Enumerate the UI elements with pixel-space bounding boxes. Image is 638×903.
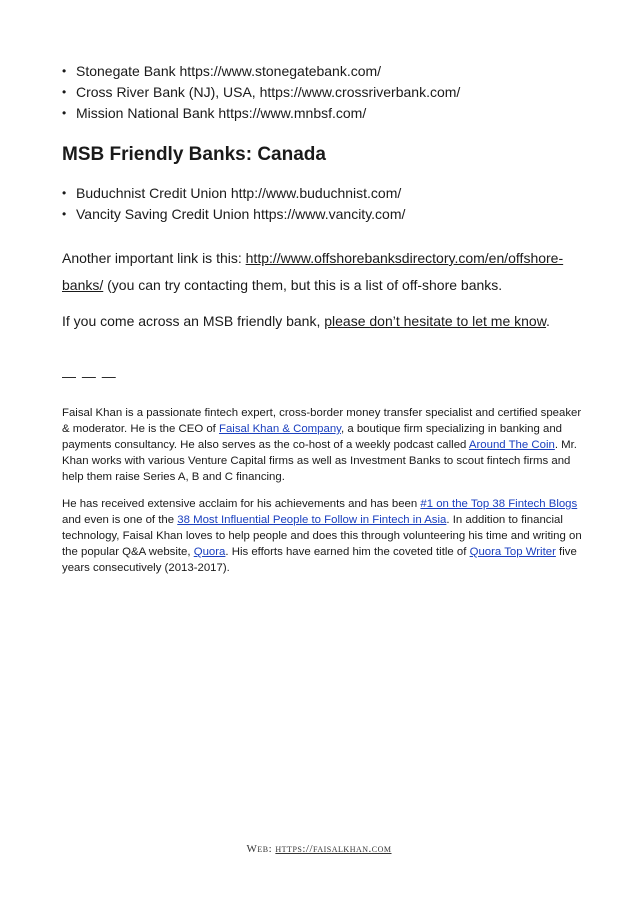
list-item: • Stonegate Bank https://www.stonegatebank.com/: [62, 61, 460, 82]
bio-text: Faisal Khan is a passionate fintech expert, cross-border money transfer specialist and certified speaker & moderator. He is the CEO of: [62, 407, 582, 435]
page-footer: [0, 843, 638, 855]
usa-bank-list: [62, 61, 460, 124]
influential-people-link[interactable]: 38 Most Influential People to Follow in Fintech in Asia: [177, 514, 447, 526]
separator: — — —: [62, 368, 117, 384]
bio-text: . Mr. Khan works with various Venture Capital firms as well as Investment Banks to scout fintech firms and help them raise Series A, B and C financing.: [62, 439, 577, 483]
quora-link[interactable]: Quora: [193, 546, 226, 558]
paragraph-text: (you can try contacting them, but this is a list of off-shore banks.: [103, 277, 503, 293]
paragraph-text: .: [546, 313, 550, 329]
paragraph-text: If you come across an MSB friendly bank,: [62, 313, 325, 329]
top-fintech-blogs-link[interactable]: #1 on the Top 38 Fintech Blogs: [420, 498, 578, 510]
quora-top-writer-link[interactable]: Quora Top Writer: [469, 546, 556, 558]
bio-text: . His efforts have earned him the coveted title of: [225, 546, 470, 558]
bio-text: five years consecutively (2013-2017).: [62, 546, 577, 574]
around-the-coin-link[interactable]: Around The Coin: [468, 439, 555, 451]
list-item: • Mission National Bank https://www.mnbsf.com/: [62, 103, 460, 124]
section-heading-canada: MSB Friendly Banks: Canada: [62, 144, 326, 165]
bio-text: He has received extensive acclaim for his achievements and has been: [62, 498, 421, 510]
offshore-directory-link[interactable]: http://www.offshorebanksdirectory.com/en/offshore-banks/: [62, 250, 564, 293]
paragraph-text: Another important link is this:: [62, 250, 246, 266]
list-item: • Cross River Bank (NJ), USA, https://www.crossriverbank.com/: [62, 82, 460, 103]
author-acclaim-paragraph: [62, 496, 582, 576]
contact-paragraph: [62, 308, 582, 335]
author-bio-paragraph: [62, 405, 582, 485]
contact-link[interactable]: please don’t hesitate to let me know: [324, 313, 547, 329]
bio-text: and even is one of the: [62, 514, 178, 526]
footer-website-link[interactable]: https://faisalkhan.com: [275, 843, 392, 855]
list-item: • Vancity Saving Credit Union https://www.vancity.com/: [62, 204, 405, 225]
bio-text: . In addition to financial technology, Faisal Khan loves to help people and does this through volunteering his time and writing on the popular Q&A website,: [62, 514, 582, 558]
offshore-link-paragraph: [62, 245, 582, 299]
list-item: • Buduchnist Credit Union http://www.buduchnist.com/: [62, 183, 405, 204]
footer-label: Web:: [246, 843, 276, 855]
canada-bank-list: [62, 183, 405, 225]
bio-text: , a boutique firm specializing in banking and payments consultancy. He also serves as the co-host of a weekly podcast called: [62, 423, 562, 451]
faisal-khan-company-link[interactable]: Faisal Khan & Company: [219, 423, 341, 435]
